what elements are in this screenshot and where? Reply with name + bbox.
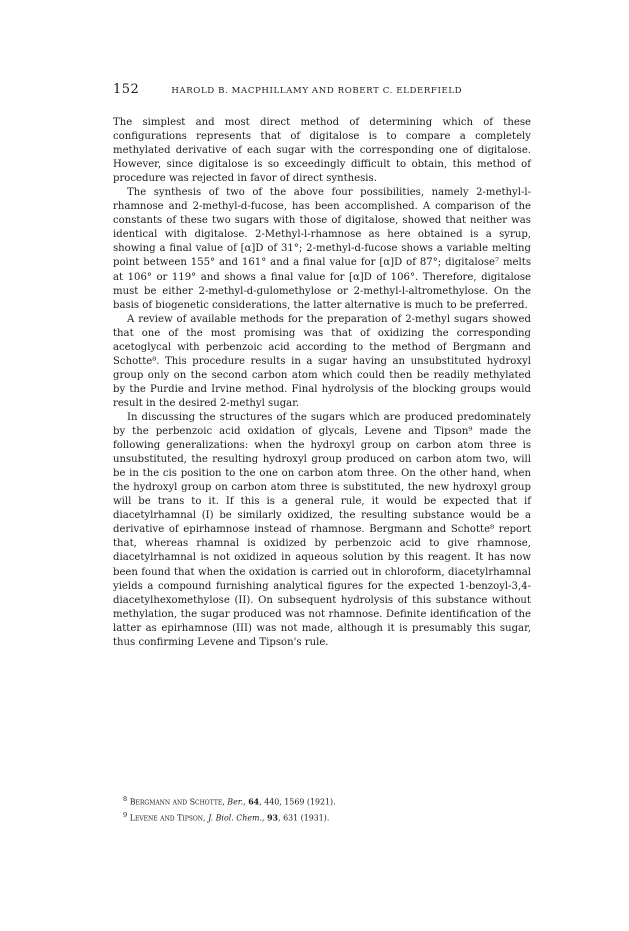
- footnote-authors: Bergmann and Schotte: [129, 797, 223, 807]
- footnote: $^8$ Bergmann and Schotte, Ber., 64, 440, 1569 (1921).: [123, 795, 336, 807]
- paragraph: In discussing the structures of the sugars which are produced predominately by the perbenzoic acid oxidation of glycals, Levene and Tipson⁹ made the following generalizations: when the hydroxyl group on carbon atom three is unsubstituted, the resulting hydroxyl group produced on carbon atom two, will be in the cis position to the one on carbon atom three. On the other hand, when the hydroxyl group on carbon atom three is substituted, the new hydroxyl group will be trans to it. If this is a general rule, it would be expected that if diacetylrhamnal (I) be similarly oxidized, the resulting substance would be a derivative of epirhamnose instead of rhamnose. Bergmann and Schotte⁸ report that, whereas rhamnal is oxidized by perbenzoic acid to give rhamnose, diacetylrhamnal is not oxidized in aqueous solution by this reagent. It has now been found that when the oxidation is carried out in chloroform, diacetylrhamnal yields a compound furnishing analytical figures for the expected 1-benzoyl-3,4-diacetylhexomethylose (II). On subsequent hydrolysis of this substance without methylation, the sugar produced was not rhamnose. Definite identification of the latter as epirhamnose (III) was not made, although it is presumably this sugar, thus confirming Levene and Tipson's rule.: [113, 411, 531, 648]
- body-text: [113, 116, 531, 650]
- footnote-journal: Ber.: [227, 797, 244, 807]
- footnote-pages: 440, 1569 (1921).: [264, 797, 336, 807]
- footnote-authors: Levene and Tipson: [129, 813, 204, 823]
- paragraph: The synthesis of two of the above four possibilities, namely 2-methyl-l-rhamnose and 2-methyl-d-fucose, has been accomplished. A comparison of the constants of these two sugars with those of digitalose, showed that neither was identical with digitalose. 2-Methyl-l-rhamnose as here obtained is a syrup, showing a final value of [α]D of 31°; 2-methyl-d-fucose shows a variable melting point between 155° and 161° and a final value for [α]D of 87°; digitalose⁷ melts at 106° or 119° and shows a final value for [α]D of 106°. Therefore, digitalose must be either 2-methyl-d-gulomethylose or 2-methyl-l-altromethylose. On the basis of biogenetic considerations, the latter alternative is much to be preferred.: [113, 187, 531, 311]
- footnote-volume: 93: [267, 813, 279, 823]
- footnote-pages: 631 (1931).: [283, 813, 330, 823]
- page-header: [113, 82, 529, 102]
- footnote-marker: 9: [123, 810, 128, 819]
- paragraph: The simplest and most direct method of determining which of these configurations represents that of digitalose is to compare a completely methylated derivative of each sugar with the corresponding one of digitalose. However, since digitalose is so exceedingly difficult to obtain, this method of procedure was rejected in favor of direct synthesis.: [113, 117, 531, 185]
- footnote-volume: 64: [248, 797, 260, 807]
- footnote: $^9$ Levene and Tipson, J. Biol. Chem., 93, 631 (1931).: [123, 810, 330, 823]
- footnotes: [113, 793, 531, 824]
- footnote-marker: 8: [123, 795, 128, 803]
- footnote-journal: J. Biol. Chem.: [208, 813, 263, 823]
- page-number: 152: [113, 82, 140, 97]
- paragraph: A review of available methods for the preparation of 2-methyl sugars showed that one of the most promising was that of oxidizing the corresponding acetoglycal with perbenzoic acid according to the method of Bergmann and Schotte⁸. This procedure results in a sugar having an unsubstituted hydroxyl group only on the second carbon atom which could then be readily methylated by the Purdie and Irvine method. Final hydrolysis of the blocking groups would result in the desired 2-methyl sugar.: [113, 313, 531, 409]
- running-head: HAROLD B. MACPHILLAMY AND ROBERT C. ELDERFIELD: [171, 86, 463, 96]
